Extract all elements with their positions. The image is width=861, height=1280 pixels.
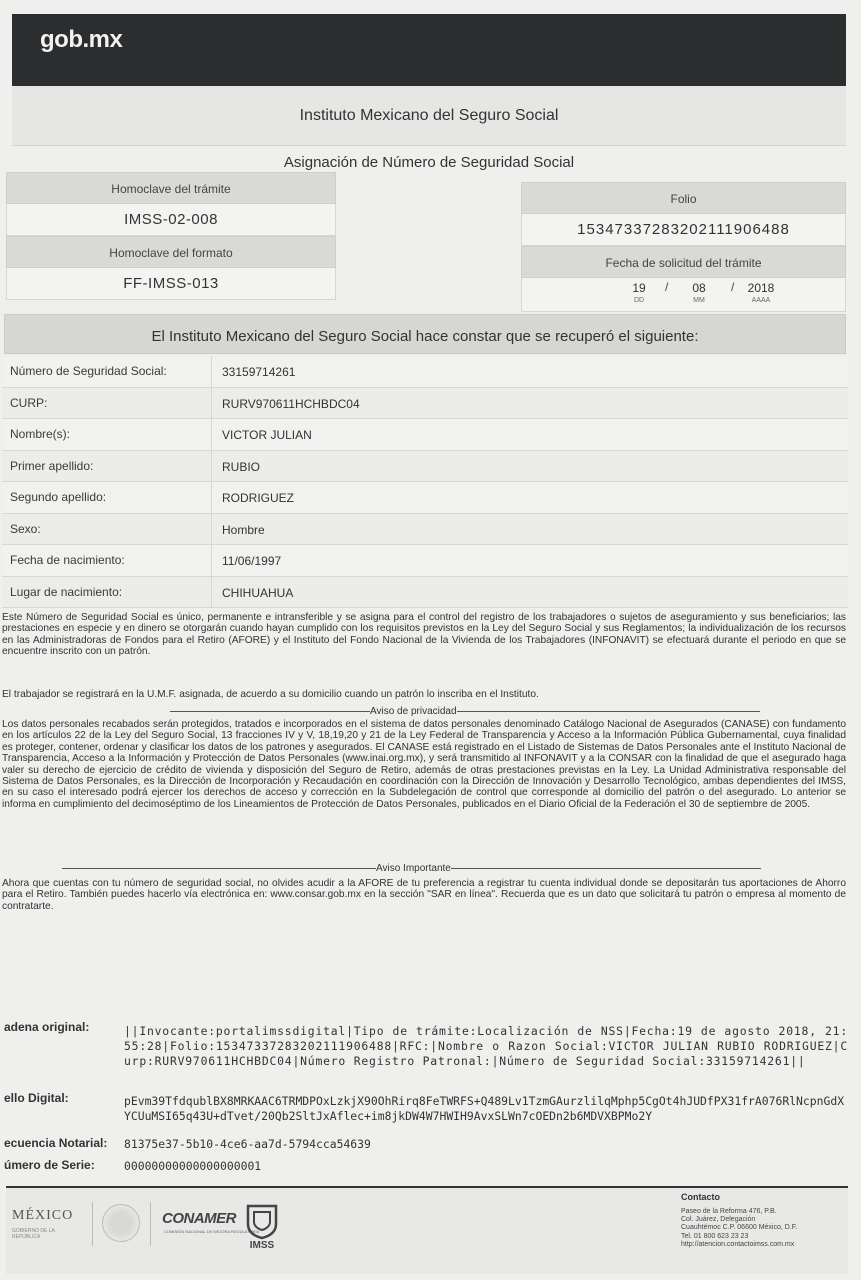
gobmx-logo[interactable]: gob.mx xyxy=(40,26,123,53)
footer xyxy=(6,1188,848,1274)
fecha-solicitud-label: Fecha de solicitud del trámite xyxy=(521,246,846,278)
sello-digital-value: pEvm39TfdqublBX8MRKAAC6TRMDPOxLzkjX90OhRirq8FeTWRFS+Q489Lv1TzmGAurzlilqMphp5CgOt4hJUDfPX31frA076RlNcpnGdXYCUuMSI65q43U+dTvet/20Qb2SltJxAflec+im8jkDW4W7HWIH9AvxSLWn7cOEDn2b6MDVXBPMo2Y xyxy=(124,1094,845,1123)
date-separator: / xyxy=(665,280,669,294)
fecha-solicitud-value xyxy=(521,278,846,312)
sello-digital-label: ello Digital: xyxy=(4,1091,69,1105)
footer-divider-vertical xyxy=(150,1202,151,1246)
nss-unico-paragraph: Este Número de Seguridad Social es único, permanente e intransferible y se asigna para el control del registro de los trabajadores o sujetos de aseguramiento y sus beneficiarios; las prestaciones en especie y en dinero se otorgarán cuando hayan cumplido con los requisitos previstos en la Ley del Seguro Social y sus Reglamentos; la individualización de los recursos en las Administradoras de Fondos para el Retiro (AFORE) y el Instituto del Fondo Nacional de la Vivienda de los Trabajadores (INFONAVIT) se efectuará durante el periodo en que se encuentre inscrito con un patrón. xyxy=(2,612,846,658)
gobmx-header-bar xyxy=(12,14,846,86)
contact-info: Paseo de la Reforma 476, P.B. Col. Juárez, Delegación Cuauhtémoc C.P. 06600 México, D.F. Tel. 01 800 623 23 23 http://atencion.contactoimss.com.mx xyxy=(681,1208,846,1249)
homoclave-tramite-value: IMSS-02-008 xyxy=(6,204,336,236)
field-label: CURP: xyxy=(2,388,212,419)
homoclave-formato-value: FF-IMSS-013 xyxy=(6,268,336,300)
folio-table xyxy=(521,182,846,312)
table-row xyxy=(2,388,848,420)
conamer-logo: CONAMER xyxy=(162,1210,236,1227)
date-separator: / xyxy=(731,280,735,294)
field-value: 33159714261 xyxy=(222,365,296,379)
field-label: Sexo: xyxy=(2,514,212,545)
aviso-importante-paragraph: Ahora que cuentas con tu número de seguridad social, no olvides acudir a la AFORE de tu preferencia a registrar tu cuenta individual donde se depositarán tus aportaciones de Ahorro para el Retiro. También puedes hacerlo vía electrónica en: www.consar.gob.mx en la sección "SAR en línea". Recuerda que es un dato que solicitará tu patrón o empresa al momento de contratarte. xyxy=(2,878,846,912)
numero-serie-value: 00000000000000000001 xyxy=(124,1159,262,1173)
document-title: Asignación de Número de Seguridad Social xyxy=(283,154,575,171)
field-value: CHIHUAHUA xyxy=(222,585,294,600)
field-value: RODRIGUEZ xyxy=(222,491,294,505)
imss-logo-icon xyxy=(242,1202,282,1250)
table-row xyxy=(2,451,848,483)
umf-paragraph: El trabajador se registrará en la U.M.F. asignada, de acuerdo a su domicilio cuando un patrón lo inscriba en el Instituto. xyxy=(2,689,539,700)
field-label: Nombre(s): xyxy=(2,419,212,450)
table-row xyxy=(2,514,848,546)
national-seal-icon xyxy=(102,1204,140,1242)
field-label: Lugar de nacimiento: xyxy=(2,577,212,608)
aviso-importante-heading: Aviso Importante xyxy=(62,863,761,874)
date-month: 08 MM xyxy=(692,281,706,304)
hace-constar-banner: El Instituto Mexicano del Seguro Social hace constar que se recuperó el siguiente: xyxy=(4,314,846,354)
table-row xyxy=(2,577,848,609)
aviso-privacidad-heading: Aviso de privacidad xyxy=(170,706,760,717)
table-row xyxy=(2,482,848,514)
field-value: RURV970611HCHBDC04 xyxy=(222,396,360,411)
mexico-logo-subtitle: GOBIERNO DE LA REPÚBLICA xyxy=(12,1228,55,1240)
contact-title: Contacto xyxy=(681,1192,720,1202)
cadena-original-label: adena original: xyxy=(4,1020,90,1034)
svg-text:IMSS: IMSS xyxy=(249,1240,275,1250)
table-row xyxy=(2,545,848,577)
aviso-privacidad-paragraph: Los datos personales recabados serán protegidos, tratados e incorporados en el sistema de datos personales denominado Catálogo Nacional de Asegurados (CANASE) con fundamento en los artículos 22 de la Ley del Seguro Social, 13 fracciones IV y V, 18,19,20 y 21 de la Ley Federal de Transparencia y Acceso a la Información Pública Gubernamental, cuya finalidad es proteger, contener, ordenar y clasificar los datos de los patrones y asegurados. El CANASE está registrado en el Listado de Sistemas de Datos Personales ante el Instituto Nacional de Transparencia, Acceso a la Información y Protección de Datos Personales (www.inai.org.mx), y será transmitido al INFONAVIT y a la CONSAR con la finalidad de que el asegurado haga valer su derecho de ejercicio de crédito de vivienda y disposición del Seguro de Retiro, además de otras prestaciones previstas en la Ley. La Unidad Administrativa responsable del Sistema de Datos Personales, es la Dirección de Incorporación y Recaudación en coordinación con la Dirección de Innovación y Desarrollo Tecnológico, ambas dependientes del IMSS, en su caso el interesado podrá ejercer los derechos de acceso y corrección en la Subdelegación de control que corresponde al domicilio del patrón o del asegurado. Lo anterior se informa en cumplimiento del decimoséptimo de los Lineamientos de Protección de Datos Personales, publicados en el Diario Oficial de la Federación el 30 de septiembre de 2005. xyxy=(2,719,846,810)
homoclave-tramite-label: Homoclave del trámite xyxy=(6,172,336,204)
field-label: Primer apellido: xyxy=(2,451,212,482)
secuencia-notarial-label: ecuencia Notarial: xyxy=(4,1136,108,1150)
institution-title: Instituto Mexicano del Seguro Social xyxy=(12,86,846,146)
field-value: Hombre xyxy=(222,522,265,537)
conamer-subtitle: COMISIÓN NACIONAL DE MEJORA REGULATORIA xyxy=(164,1229,260,1234)
cadena-original-value: ||Invocante:portalimssdigital|Tipo de trámite:Localización de NSS|Fecha:19 de agosto 2018, 21:55:28|Folio:15347337283202111906488|RFC:|Nombre o Razon Social:VICTOR JULIAN RUBIO RODRIGUEZ|Curp:RURV970611HCHBDC04|Número Registro Patronal:|Número de Seguridad Social:33159714261|| xyxy=(124,1024,848,1068)
numero-serie-label: úmero de Serie: xyxy=(4,1158,95,1172)
field-value: VICTOR JULIAN xyxy=(222,428,312,442)
date-year: 2018 AAAA xyxy=(747,281,775,304)
folio-label: Folio xyxy=(521,182,846,214)
secuencia-notarial-value: 81375e37-5b10-4ce6-aa7d-5794cca54639 xyxy=(124,1137,371,1151)
folio-value: 15347337283202111906488 xyxy=(521,214,846,246)
asegurado-data-table xyxy=(2,356,848,608)
mexico-logo: MÉXICO xyxy=(12,1208,74,1223)
field-label: Segundo apellido: xyxy=(2,482,212,513)
homoclave-table xyxy=(6,172,336,300)
field-label: Número de Seguridad Social: xyxy=(2,356,212,387)
table-row xyxy=(2,356,848,388)
field-value: 11/06/1997 xyxy=(222,554,282,568)
footer-divider-vertical xyxy=(92,1202,93,1246)
field-label: Fecha de nacimiento: xyxy=(2,545,212,576)
contact-link[interactable]: http://atencion.contactoimss.com.mx xyxy=(681,1240,795,1248)
table-row xyxy=(2,419,848,451)
field-value: RUBIO xyxy=(222,459,261,474)
homoclave-formato-label: Homoclave del formato xyxy=(6,236,336,268)
date-day: 19 DD xyxy=(632,281,646,304)
